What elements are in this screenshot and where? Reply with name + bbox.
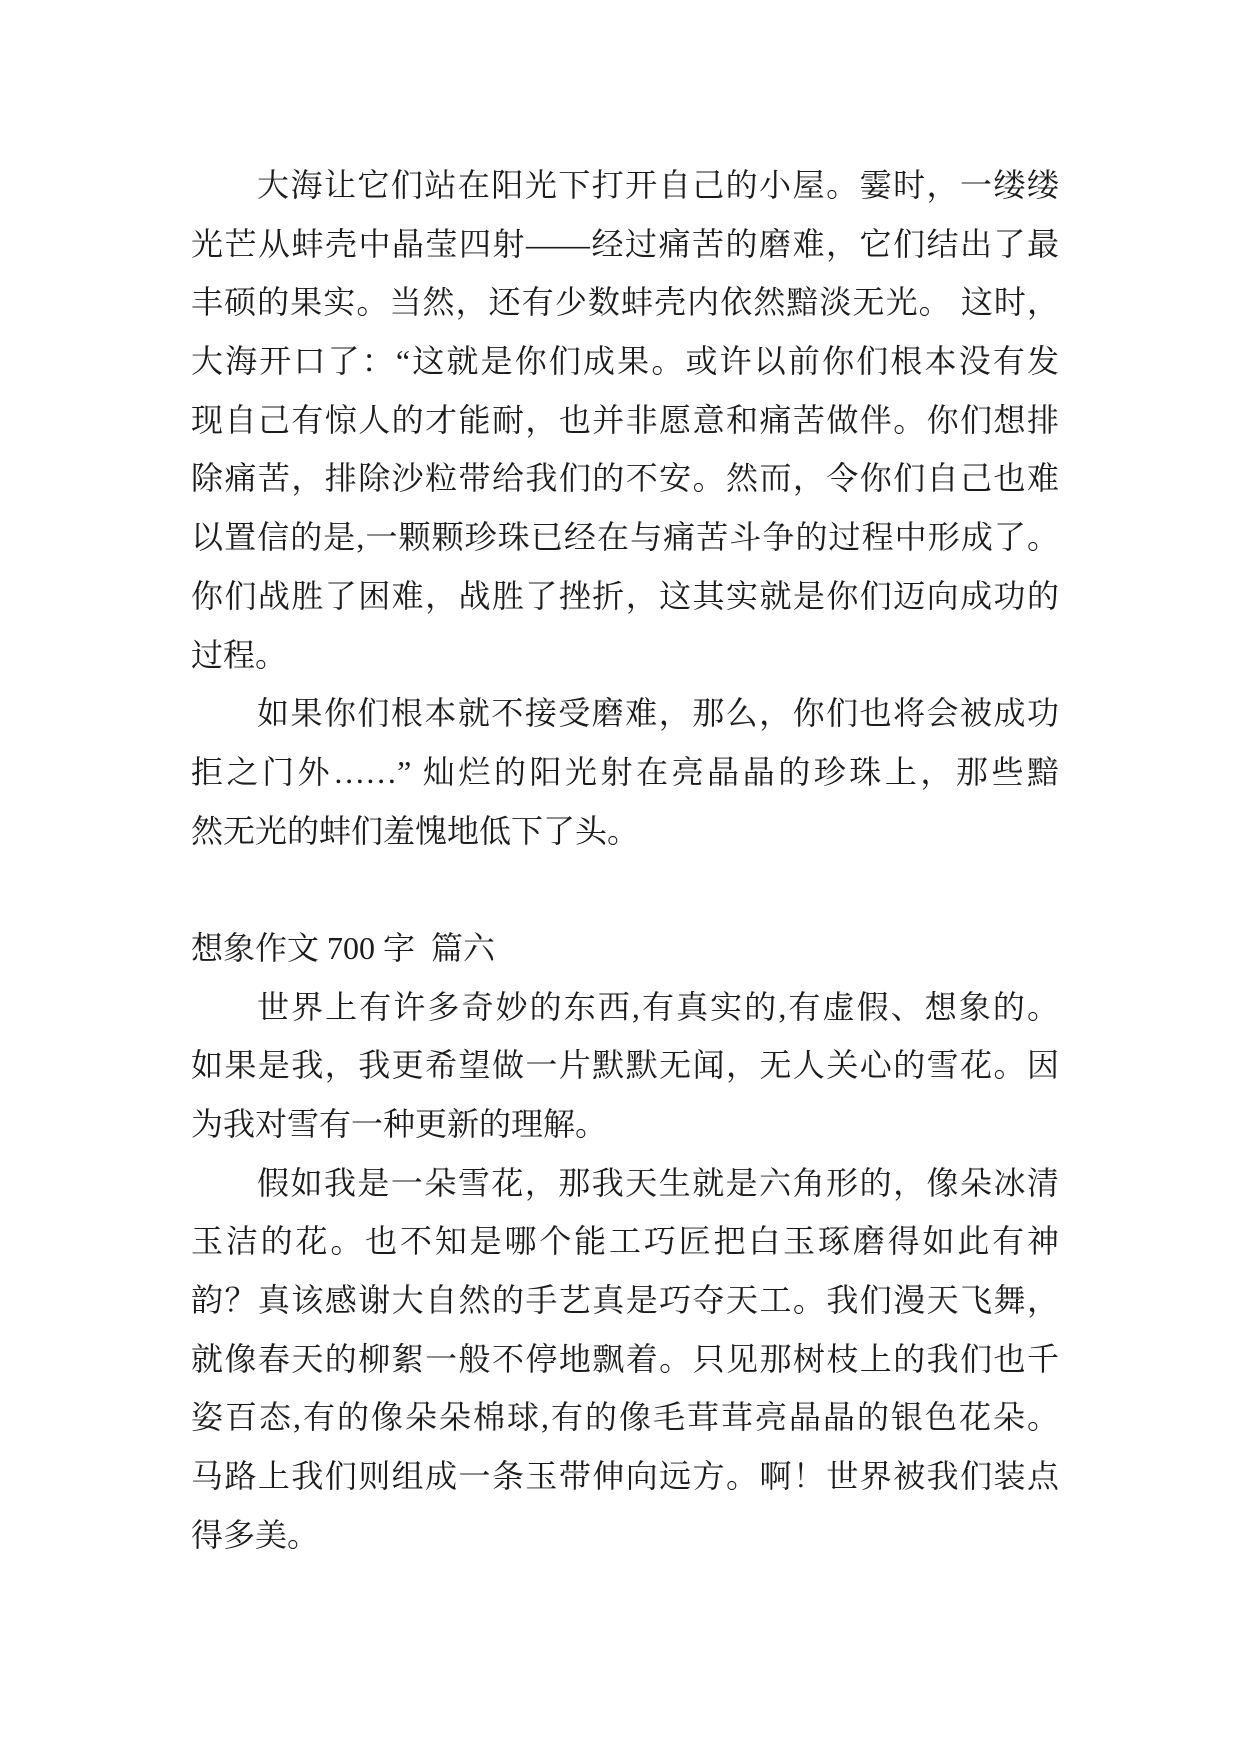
paragraph (191, 1154, 1059, 1565)
text-line: 姿百态,有的像朵朵棉球,有的像毛茸茸亮晶晶的银色花朵。 (191, 1399, 1059, 1436)
text-line: 除痛苦，排除沙粒带给我们的不安。然而，令你们自己也难 (191, 460, 1059, 497)
text-line: 大海开口了：“这就是你们成果。或许以前你们根本没有发 (191, 343, 1059, 380)
text-line: 光芒从蚌壳中晶莹四射——经过痛苦的磨难，它们结出了最 (191, 225, 1059, 262)
text-line: 就像春天的柳絮一般不停地飘着。只见那树枝上的我们也千 (191, 1340, 1059, 1377)
text-line: 世界上有许多奇妙的东西,有真实的,有虚假、想象的。 (257, 988, 1059, 1025)
text-line: 拒之门外……” 灿烂的阳光射在亮晶晶的珍珠上，那些黯 (191, 753, 1059, 790)
text-line: 马路上我们则组成一条玉带伸向远方。啊！世界被我们装点 (191, 1458, 1059, 1495)
paragraph (191, 684, 1059, 860)
text-line: 为我对雪有一种更新的理解。 (191, 1106, 608, 1142)
paragraph (191, 978, 1059, 1154)
text-line: 过程。 (191, 636, 288, 673)
text-line: 玉洁的花。也不知是哪个能工巧匠把白玉琢磨得如此有神 (191, 1223, 1059, 1260)
document-body (191, 156, 1059, 1565)
text-line: 假如我是一朵雪花，那我天生就是六角形的，像朵冰清 (257, 1164, 1059, 1201)
text-line: 以置信的是,一颗颗珍珠已经在与痛苦斗争的过程中形成了。 (191, 519, 1059, 556)
text-line: 得多美。 (191, 1516, 320, 1553)
text-line: 大海让它们站在阳光下打开自己的小屋。霎时，一缕缕 (257, 167, 1059, 203)
section-heading: 想象作文 700 字 篇六 (191, 929, 496, 966)
paragraph (191, 156, 1059, 684)
text-line: 现自己有惊人的才能耐，也并非愿意和痛苦做伴。你们想排 (191, 401, 1059, 438)
text-line: 你们战胜了困难，战胜了挫折，这其实就是你们迈向成功的 (191, 577, 1059, 614)
blank-line (191, 860, 1059, 919)
text-line: 如果你们根本就不接受磨难，那么，你们也将会被成功 (257, 695, 1059, 732)
text-line: 丰硕的果实。当然，还有少数蚌壳内依然黯淡无光。 这时， (191, 284, 1059, 321)
text-line: 然无光的蚌们羞愧地低下了头。 (191, 812, 640, 849)
text-line: 如果是我，我更希望做一片默默无闻，无人关心的雪花。因 (191, 1047, 1059, 1084)
text-line: 韵？真该感谢大自然的手艺真是巧夺天工。我们漫天飞舞， (191, 1282, 1059, 1319)
